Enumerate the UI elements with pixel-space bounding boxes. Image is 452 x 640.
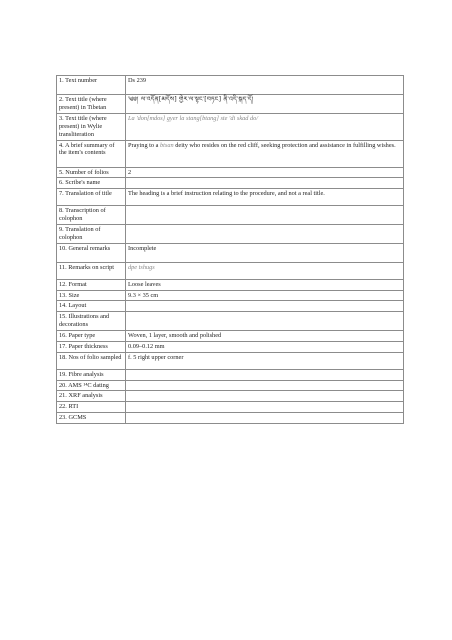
table-row — [57, 189, 404, 206]
field-value — [126, 178, 404, 189]
field-label: 19. Fibre analysis — [57, 369, 126, 380]
field-value — [126, 312, 404, 331]
field-label: 13. Size — [57, 290, 126, 301]
table-row — [57, 178, 404, 189]
field-value — [126, 225, 404, 244]
field-label: 12. Format — [57, 279, 126, 290]
table-row — [57, 95, 404, 114]
field-label: 22. RTI — [57, 402, 126, 413]
field-value — [126, 413, 404, 424]
field-label: 20. AMS ¹⁴C dating — [57, 380, 126, 391]
table-row — [57, 290, 404, 301]
field-value: ༄༅། ལ་འདོན[མདོས] གྱེར་ལ་སྟང་[བཏང] ནི་འདི་སྐད་དོ། — [126, 95, 404, 114]
table-row — [57, 279, 404, 290]
field-value: Ds 239 — [126, 76, 404, 95]
field-label: 5. Number of folios — [57, 167, 126, 178]
table-row — [57, 380, 404, 391]
field-label: 2. Text title (where present) in Tibetan — [57, 95, 126, 114]
summary-term: btsan — [160, 141, 174, 149]
table-row — [57, 301, 404, 312]
field-label: 23. GCMS — [57, 413, 126, 424]
field-label: 8. Transcription of colophon — [57, 206, 126, 225]
table-row — [57, 369, 404, 380]
field-value: Incomplete — [126, 243, 404, 262]
field-label: 21. XRF analysis — [57, 391, 126, 402]
field-value: dpe tshugs — [126, 262, 404, 279]
table-row — [57, 262, 404, 279]
table-row — [57, 243, 404, 262]
table-row — [57, 331, 404, 342]
table-row — [57, 76, 404, 95]
field-value: f. 5 right upper corner — [126, 352, 404, 369]
field-label: 18. Nos of folio sampled — [57, 352, 126, 369]
table-row — [57, 114, 404, 141]
field-label: 4. A brief summary of the item's contents — [57, 140, 126, 167]
field-label: 6. Scribe's name — [57, 178, 126, 189]
summary-text-end: deity who resides on the red cliff, seeking protection and assistance in fulfilling wishes. — [173, 141, 396, 149]
field-value — [126, 140, 404, 167]
field-value: Loose leaves — [126, 279, 404, 290]
field-value — [126, 206, 404, 225]
field-value — [126, 369, 404, 380]
field-value — [126, 402, 404, 413]
table-row — [57, 206, 404, 225]
field-value — [126, 391, 404, 402]
table-row — [57, 167, 404, 178]
table-row — [57, 225, 404, 244]
field-label: 10. General remarks — [57, 243, 126, 262]
field-value — [126, 380, 404, 391]
field-value: Woven, 1 layer, smooth and polished — [126, 331, 404, 342]
field-label: 1. Text number — [57, 76, 126, 95]
table-row — [57, 402, 404, 413]
field-value: The heading is a brief instruction relating to the procedure, and not a real title. — [126, 189, 404, 206]
field-value: 9.3 × 35 cm — [126, 290, 404, 301]
field-label: 11. Remarks on script — [57, 262, 126, 279]
table-row — [57, 391, 404, 402]
table-row — [57, 352, 404, 369]
table-row — [57, 413, 404, 424]
field-value: 2 — [126, 167, 404, 178]
field-label: 14. Layout — [57, 301, 126, 312]
field-label: 9. Translation of colophon — [57, 225, 126, 244]
table-row — [57, 140, 404, 167]
field-label: 7. Translation of title — [57, 189, 126, 206]
field-label: 17. Paper thickness — [57, 341, 126, 352]
field-value: 0.09–0.12 mm — [126, 341, 404, 352]
summary-text-start: Praying to a — [128, 141, 161, 149]
field-value — [126, 301, 404, 312]
table-row — [57, 312, 404, 331]
field-label: 3. Text title (where present) in Wylie transliteration — [57, 114, 126, 141]
field-label: 15. Illustrations and decorations — [57, 312, 126, 331]
catalogue-table — [56, 75, 404, 424]
table-row — [57, 341, 404, 352]
field-value: La 'don[mdos] gyer la stang[btang] ste 'di skad do/ — [126, 114, 404, 141]
field-label: 16. Paper type — [57, 331, 126, 342]
